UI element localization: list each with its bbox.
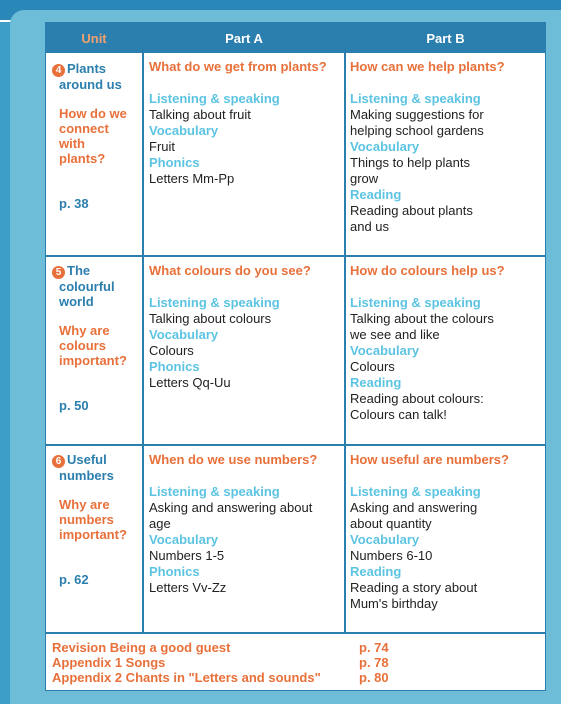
reading-text: Reading about colours: Colours can talk! [350,391,484,422]
phonics-text: Letters Qq-Uu [149,375,231,390]
vocabulary-text: Numbers 6-10 [350,548,433,563]
row-divider [46,632,545,634]
unit-page: p. 38 [59,196,89,211]
top-strip [150,0,561,10]
unit-question: Why are numbers important? [59,497,127,542]
listening-label: Listening & speaking [350,295,481,310]
part-a-heading: What colours do you see? [149,263,311,278]
listening-label: Listening & speaking [149,91,280,106]
unit-number-badge: 6 [52,455,65,468]
listening-label: Listening & speaking [350,91,481,106]
footer-appendix-1-page: p. 78 [359,655,389,670]
listening-text: Asking and answering about age [149,500,313,531]
listening-label: Listening & speaking [149,484,280,499]
unit-number-badge: 5 [52,266,65,279]
part-a-heading: What do we get from plants? [149,59,327,74]
part-b-heading: How do colours help us? [350,263,505,278]
part-b-cell [350,59,542,235]
listening-label: Listening & speaking [350,484,481,499]
listening-label: Listening & speaking [149,295,280,310]
footer-revision-page: p. 74 [359,640,389,655]
unit-question: How do we connect with plants? [59,106,127,166]
row-divider [46,444,545,446]
row-divider [46,255,545,257]
vocabulary-text: Fruit [149,139,175,154]
unit-cell [52,452,140,588]
unit-number-badge: 4 [52,64,65,77]
part-b-heading: How useful are numbers? [350,452,509,467]
column-divider [142,23,144,634]
header-part-a: Part A [144,23,344,53]
unit-title: 6 Useful numbers [52,452,140,483]
vocabulary-text: Colours [350,359,395,374]
reading-label: Reading [350,187,402,202]
phonics-text: Letters Mm-Pp [149,171,235,186]
part-a-cell [149,59,341,187]
unit-page: p. 62 [59,572,89,587]
phonics-label: Phonics [149,359,200,374]
vocabulary-label: Vocabulary [149,532,219,547]
vocabulary-text: Numbers 1-5 [149,548,225,563]
part-a-heading: When do we use numbers? [149,452,318,467]
part-b-heading: How can we help plants? [350,59,505,74]
vocabulary-label: Vocabulary [149,123,219,138]
footer-appendix-1: Appendix 1 Songs [52,655,166,670]
phonics-label: Phonics [149,564,200,579]
reading-text: Reading a story about Mum's birthday [350,580,478,611]
part-a-cell [149,452,341,596]
footer-revision: Revision Being a good guest [52,640,231,655]
reading-label: Reading [350,375,402,390]
listening-text: Talking about colours [149,311,272,326]
unit-page: p. 50 [59,398,89,413]
footer-appendix-2: Appendix 2 Chants in "Letters and sounds" [52,670,321,685]
listening-text: Asking and answering about quantity [350,500,478,531]
unit-question: Why are colours important? [59,323,127,368]
part-b-cell [350,263,542,423]
listening-text: Making suggestions for helping school gardens [350,107,484,138]
vocabulary-text: Things to help plants grow [350,155,470,186]
column-divider [344,23,346,634]
reading-text: Reading about plants and us [350,203,473,234]
vocabulary-label: Vocabulary [350,532,420,547]
vocabulary-label: Vocabulary [350,139,420,154]
phonics-text: Letters Vv-Zz [149,580,227,595]
listening-text: Talking about fruit [149,107,251,122]
header-unit: Unit [46,23,142,53]
unit-title: 5 The colourful world [52,263,140,309]
vocabulary-label: Vocabulary [350,343,420,358]
footer-appendix-2-page: p. 80 [359,670,389,685]
phonics-label: Phonics [149,155,200,170]
contents-table [45,22,546,691]
unit-cell [52,61,140,212]
header-part-b: Part B [346,23,545,53]
part-a-cell [149,263,341,391]
vocabulary-label: Vocabulary [149,327,219,342]
listening-text: Talking about the colours we see and like [350,311,494,342]
unit-title: 4 Plants around us [52,61,140,92]
reading-label: Reading [350,564,402,579]
vocabulary-text: Colours [149,343,194,358]
unit-cell [52,263,140,414]
part-b-cell [350,452,542,612]
